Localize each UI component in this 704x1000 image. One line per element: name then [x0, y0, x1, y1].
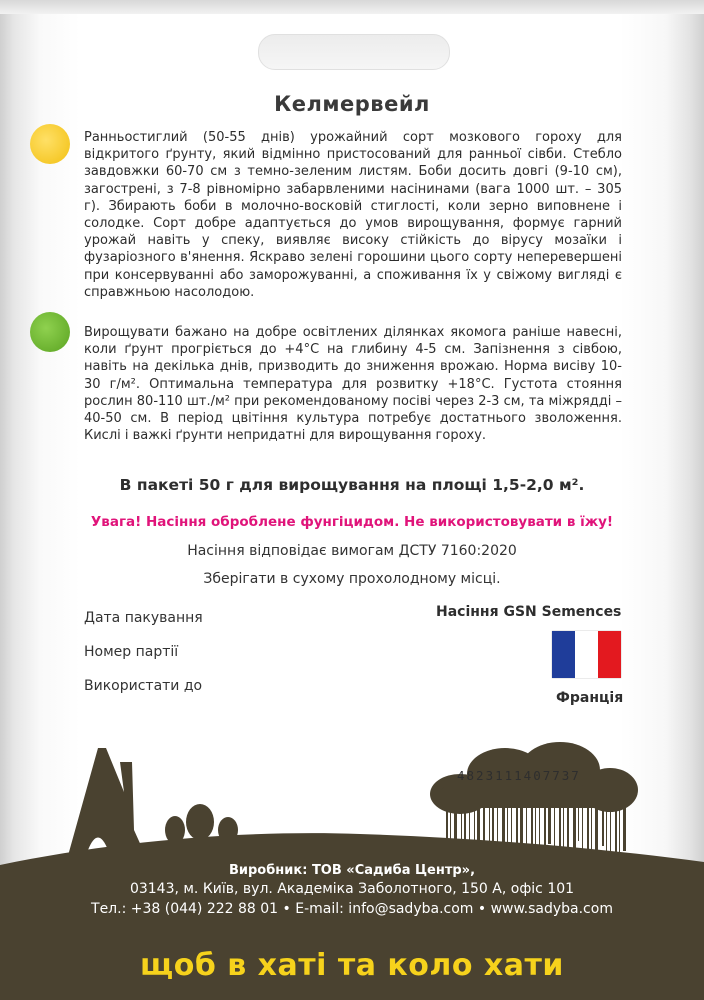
barcode-bar: [497, 800, 498, 842]
barcode-bar: [446, 800, 448, 840]
barcode-bar: [469, 800, 470, 845]
fungicide-warning: Увага! Насіння оброблене фунгіцидом. Не використовувати в їжу!: [90, 514, 614, 530]
barcode-number: 4823111407737: [457, 768, 581, 783]
standard-compliance: Насіння відповідає вимогам ДСТУ 7160:2020: [187, 543, 517, 559]
manufacturer-contacts: Тел.: +38 (044) 222 88 01 • E-mail: info@sadyba.com • www.sadyba.com: [91, 901, 613, 917]
country-of-origin: Франція: [556, 690, 624, 706]
storage-instructions: Зберігати в сухому прохолодному місці.: [203, 571, 501, 587]
brand-slogan: щоб в хаті та коло хати: [140, 948, 564, 983]
flag-red-stripe: [598, 631, 621, 678]
pack-date-label: Дата пакування: [84, 610, 203, 626]
yellow-dot-icon: [30, 124, 70, 164]
barcode-bar: [578, 800, 579, 841]
france-flag-icon: [552, 631, 621, 678]
product-title: Келмервейл: [274, 92, 430, 116]
barcode-bar: [602, 800, 604, 846]
hang-slot: [258, 34, 450, 70]
barcode-bar: [619, 800, 620, 859]
use-by-label: Використати до: [84, 678, 203, 694]
green-dot-icon: [30, 312, 70, 352]
supplier-name: Насіння GSN Semences: [436, 604, 622, 620]
packet-top-seal: [0, 0, 704, 14]
batch-number-label: Номер партії: [84, 644, 179, 660]
barcode-bar: [548, 800, 551, 844]
growing-instructions: Вирощувати бажано на добре освітлених ділянках якомога раніше навесні, коли ґрунт прогріється до +4°С на глибину 4-5 см. Запізнення з сівбою, навіть на декілька днів, призводить до зниження врожаю. Норма висіву 10-30 г/м². Оптимальна температура для розвитку +18°С. Густота стояння рослин 80-110 шт./м² при рекомендованому посіві через 2-3 см, та міжрядді – 40-50 см. В період цвітіння культура потребує достатнього зволоження. Кислі і важкі ґрунти непридатні для вирощування гороху.: [84, 325, 622, 444]
packet-info: В пакеті 50 г для вирощування на площі 1,5-2,0 м².: [119, 476, 585, 494]
flag-white-stripe: [575, 631, 598, 678]
barcode-bar: [544, 800, 546, 852]
manufacturer-address: 03143, м. Київ, вул. Академіка Заболотного, 150 А, офіс 101: [129, 881, 575, 897]
barcode-bar: [623, 800, 626, 851]
barcode-bar: [573, 800, 576, 849]
barcode-bar: [595, 800, 598, 854]
barcode-bar: [520, 800, 523, 847]
product-description: Ранньостиглий (50-55 днів) урожайний сорт мозкового гороху для відкритого ґрунту, який відмінно пристосований для ранньої сівби. Стебло завдовжки 60-70 см з темно-зеленим листям. Боби досить довгі (9-10 см), загострені, з 7-8 рівномірно забарвленими насінинами (вага 1000 шт. – 305 г). Збирають боби в молочно-восковій стиглості, коли зерно виповнене і солодке. Сорт добре адаптується до умов вирощування, формує гарний урожай навіть у спеку, виявляє високу стійкість до вірусу мозаїки і фузаріозного в'янення. Яскраво зелені горошини цього сорту неперевершені при консервуванні або заморожуванні, а споживання їх у свіжому вигляді є справжньою насолодою.: [84, 130, 622, 300]
manufacturer-name: Виробник: ТОВ «Садиба Центр»,: [228, 863, 476, 878]
flag-blue-stripe: [552, 631, 575, 678]
